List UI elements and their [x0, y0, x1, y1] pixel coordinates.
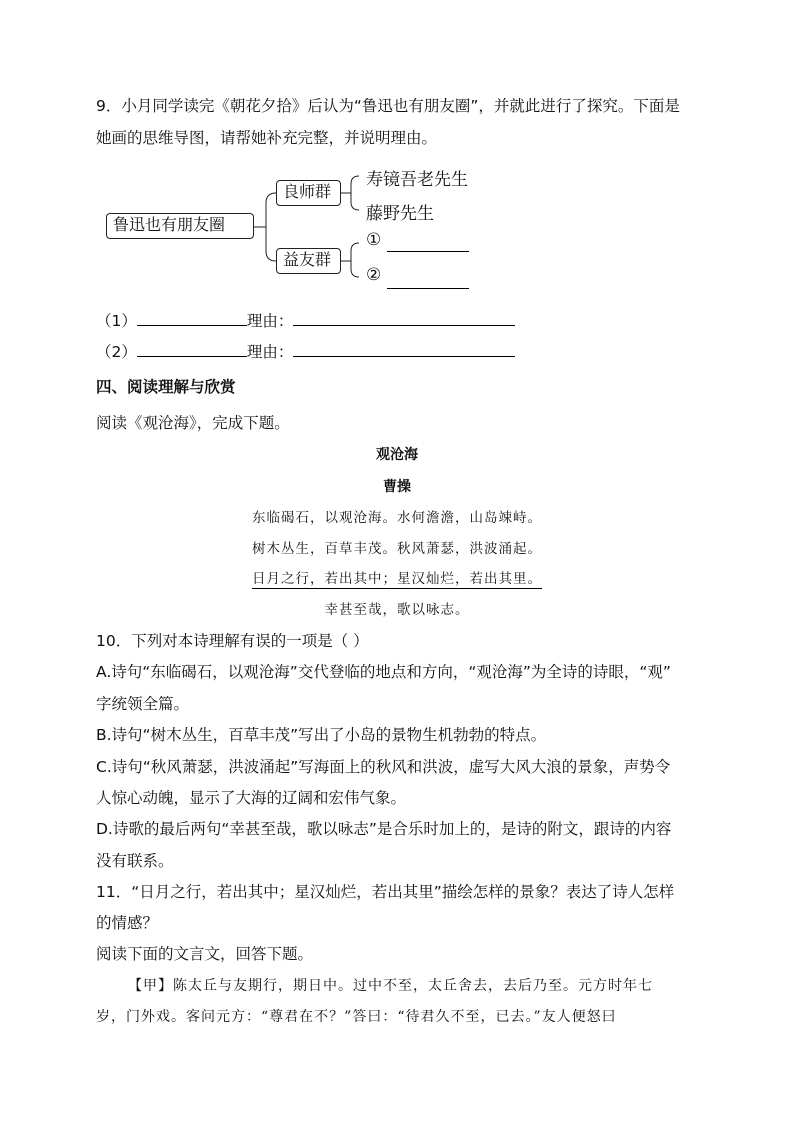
answer-row-1-blank[interactable]	[137, 311, 247, 326]
answer-row-2	[96, 342, 515, 362]
question-10-option-d-line-1: D.诗歌的最后两句“幸甚至哉，歌以咏志”是合乐时加上的，是诗的附文，跟诗的内容	[96, 820, 672, 838]
classical-passage-line-2: 岁，门外戏。客问元方：“尊君在不？”答曰：“待君久不至，已去。”友人便怒曰	[96, 1009, 617, 1025]
mind-map-branch-teachers: 良师群	[276, 180, 341, 206]
poem-author: 曹操	[383, 479, 411, 495]
answer-row-1-reason-blank[interactable]	[293, 311, 515, 326]
section-4-intro: 阅读《观沧海》，完成下题。	[96, 414, 290, 432]
classical-passage-line-1: 【甲】陈太丘与友期行，期日中。过中不至，太丘舍去，去后乃至。元方时年七	[128, 978, 653, 994]
question-10-option-c-line-1: C.诗句“秋风萧瑟，洪波涌起”写海面上的秋风和洪波，虚写大风大浪的景象，声势令	[96, 758, 671, 776]
question-10-option-a-line-2: 字统领全篇。	[96, 695, 190, 713]
answer-row-1	[96, 311, 515, 331]
poem-line-2: 树木丛生，百草丰茂。秋风萧瑟，洪波涌起。	[252, 541, 542, 557]
answer-row-2-label: （2）	[96, 343, 137, 361]
question-9-line-2: 她画的思维导图，请帮她补充完整，并说明理由。	[96, 129, 438, 147]
mind-map-connectors	[0, 0, 794, 320]
mind-map-friend-1-blank[interactable]	[387, 251, 469, 252]
question-10-option-d-line-2: 没有联系。	[96, 852, 174, 870]
classical-intro: 阅读下面的文言文，回答下题。	[96, 945, 314, 963]
answer-row-1-reason-label: 理由：	[246, 312, 294, 330]
question-10-stem: 10．下列对本诗理解有误的一项是（ ）	[96, 632, 369, 650]
section-4-heading: 四、阅读理解与欣赏	[96, 378, 236, 396]
question-10-option-c-line-2: 人惊心动魄，显示了大海的辽阔和宏伟气象。	[96, 789, 407, 807]
poem-line-1: 东临碣石，以观沧海。水何澹澹，山岛竦峙。	[252, 510, 542, 526]
question-9-line-1: 9．小月同学读完《朝花夕拾》后认为“鲁迅也有朋友圈”，并就此进行了探究。下面是	[96, 97, 680, 115]
mind-map-friend-1-marker: ①	[366, 230, 382, 250]
answer-row-2-reason-blank[interactable]	[293, 342, 515, 357]
mind-map-friend-2-marker: ②	[366, 265, 382, 285]
poem-line-3-wrapper	[0, 569, 794, 589]
question-11-line-1: 11．“日月之行，若出其中；星汉灿烂，若出其里”描绘怎样的景象？表达了诗人怎样	[96, 883, 675, 901]
question-10-option-b: B.诗句“树木丛生，百草丰茂”写出了小岛的景物生机勃勃的特点。	[96, 726, 547, 744]
poem-title: 观沧海	[376, 447, 418, 463]
question-11-line-2: 的情感？	[96, 914, 159, 932]
mind-map-teacher-2: 藤野先生	[366, 204, 434, 224]
mind-map-friend-2-blank[interactable]	[387, 288, 469, 289]
answer-row-1-label: （1）	[96, 312, 137, 330]
mind-map-teacher-1: 寿镜吾老先生	[366, 170, 468, 190]
poem-line-4: 幸甚至哉，歌以咏志。	[324, 602, 470, 618]
poem-line-3: 日月之行，若出其中；星汉灿烂，若出其里。	[252, 571, 542, 587]
answer-row-2-blank[interactable]	[137, 342, 247, 357]
mind-map-branch-friends: 益友群	[276, 248, 341, 274]
mind-map-root: 鲁迅也有朋友圈	[106, 213, 254, 239]
question-10-option-a-line-1: A.诗句“东临碣石，以观沧海”交代登临的地点和方向，“观沧海”为全诗的诗眼，“观”	[96, 663, 671, 681]
answer-row-2-reason-label: 理由：	[246, 343, 294, 361]
